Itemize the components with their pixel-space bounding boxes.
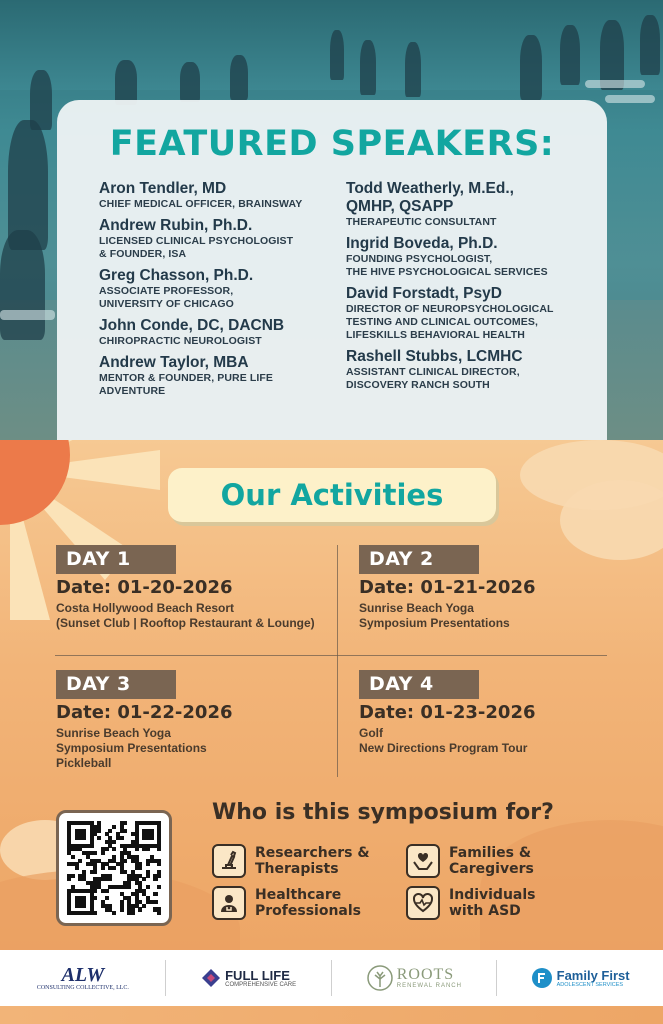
microscope-icon bbox=[212, 844, 246, 878]
qr-module bbox=[123, 821, 127, 825]
qr-module bbox=[150, 836, 154, 840]
audience-label: Healthcare Professionals bbox=[255, 887, 361, 919]
family-first-logo[interactable] bbox=[497, 950, 663, 1006]
qr-module bbox=[105, 847, 109, 851]
day-activities: Golf New Directions Program Tour bbox=[359, 726, 528, 755]
logo-sub: ADOLESCENT SERVICES bbox=[556, 981, 624, 988]
qr-module bbox=[82, 904, 86, 908]
speaker-role: CHIEF MEDICAL OFFICER, BRAINSWAY bbox=[99, 198, 303, 210]
lounge-chair bbox=[605, 95, 655, 103]
qr-module bbox=[153, 892, 157, 896]
logo-sub: RENEWAL RANCH bbox=[396, 983, 462, 989]
crowd-figure bbox=[330, 30, 344, 80]
lounge-chair bbox=[585, 80, 645, 88]
day-activities: Sunrise Beach Yoga Symposium Presentations bbox=[359, 601, 510, 630]
day-date: Date: 01-21-2026 bbox=[359, 577, 536, 598]
qr-module bbox=[127, 885, 131, 889]
lounge-chair bbox=[0, 310, 55, 320]
qr-module bbox=[93, 889, 97, 893]
logo-name: FULL LIFE bbox=[225, 967, 290, 983]
crowd-figure bbox=[640, 15, 660, 75]
qr-module bbox=[112, 847, 116, 851]
qr-module bbox=[71, 874, 75, 878]
day-4-block bbox=[359, 670, 629, 756]
audience-item bbox=[212, 844, 370, 878]
qr-code-pattern bbox=[67, 821, 161, 915]
qr-module bbox=[112, 911, 116, 915]
qr-module bbox=[135, 847, 139, 851]
day-1-block bbox=[56, 545, 326, 631]
qr-module bbox=[93, 896, 97, 900]
speaker-role: FOUNDING PSYCHOLOGIST, THE HIVE PSYCHOLOGICAL SERVICES bbox=[346, 253, 548, 278]
crowd-figure bbox=[520, 35, 542, 100]
audience-label: Researchers & Therapists bbox=[255, 845, 370, 877]
qr-module bbox=[146, 874, 150, 878]
alw-logo[interactable] bbox=[0, 950, 166, 1006]
logo-name: ALW bbox=[61, 964, 105, 986]
audience-item bbox=[406, 844, 534, 878]
qr-module bbox=[67, 877, 71, 881]
day-activities: Sunrise Beach Yoga Symposium Presentations Pickleball bbox=[56, 726, 207, 770]
qr-module bbox=[97, 829, 101, 833]
logo-name: ROOTS bbox=[396, 966, 455, 983]
crowd-figure bbox=[0, 230, 45, 340]
doctor-icon bbox=[212, 886, 246, 920]
qr-module bbox=[120, 836, 124, 840]
qr-module bbox=[138, 866, 142, 870]
audience-label: Families & Caregivers bbox=[449, 845, 534, 877]
speaker-entry bbox=[99, 354, 344, 398]
speaker-role: LICENSED CLINICAL PSYCHOLOGIST & FOUNDER, ISA bbox=[99, 235, 294, 260]
qr-module bbox=[142, 904, 146, 908]
qr-module bbox=[157, 911, 161, 915]
day-tag: DAY 1 bbox=[56, 545, 176, 574]
day-date: Date: 01-22-2026 bbox=[56, 702, 233, 723]
qr-module bbox=[146, 885, 150, 889]
dune bbox=[480, 820, 663, 950]
heart-pulse-icon bbox=[406, 886, 440, 920]
qr-module bbox=[112, 866, 116, 870]
qr-module bbox=[90, 844, 94, 848]
audience-heading: Who is this symposium for? bbox=[212, 800, 554, 825]
speaker-name: Rashell Stubbs, LCMHC bbox=[346, 348, 523, 365]
crowd-figure bbox=[560, 25, 580, 85]
qr-module bbox=[157, 874, 161, 878]
speaker-entry bbox=[346, 285, 601, 342]
qr-module bbox=[157, 862, 161, 866]
qr-module bbox=[93, 911, 97, 915]
day-2-block bbox=[359, 545, 629, 631]
qr-module bbox=[112, 840, 116, 844]
qr-module bbox=[142, 877, 146, 881]
family-first-icon bbox=[531, 967, 553, 989]
tree-icon bbox=[367, 965, 393, 991]
speaker-entry bbox=[99, 217, 344, 261]
qr-module bbox=[105, 896, 109, 900]
day-3-block bbox=[56, 670, 326, 771]
speaker-role: DIRECTOR OF NEUROPSYCHOLOGICAL TESTING AND CLINICAL OUTCOMES, LIFESKILLS BEHAVIORAL HEALTH bbox=[346, 303, 554, 341]
speaker-entry bbox=[99, 317, 344, 348]
qr-module bbox=[108, 877, 112, 881]
qr-module bbox=[101, 866, 105, 870]
sponsor-logos-bar bbox=[0, 950, 663, 1006]
qr-module bbox=[75, 866, 79, 870]
qr-module bbox=[131, 911, 135, 915]
day-date: Date: 01-23-2026 bbox=[359, 702, 536, 723]
qr-module bbox=[120, 907, 124, 911]
divider bbox=[55, 655, 607, 656]
qr-module bbox=[78, 859, 82, 863]
footer-strip bbox=[0, 1006, 663, 1024]
qr-module bbox=[157, 885, 161, 889]
crowd-figure bbox=[115, 60, 137, 105]
featured-speakers-heading: FEATURED SPEAKERS: bbox=[109, 124, 555, 164]
speaker-role: MENTOR & FOUNDER, PURE LIFE ADVENTURE bbox=[99, 372, 274, 397]
day-tag: DAY 2 bbox=[359, 545, 479, 574]
day-tag: DAY 3 bbox=[56, 670, 176, 699]
qr-module bbox=[138, 907, 142, 911]
speaker-name: Andrew Rubin, Ph.D. bbox=[99, 217, 253, 234]
qr-module bbox=[112, 825, 116, 829]
speaker-name: Aron Tendler, MD bbox=[99, 180, 227, 197]
speaker-name: Todd Weatherly, M.Ed., QMHP, QSAPP bbox=[346, 180, 514, 215]
audience-item bbox=[212, 886, 361, 920]
speaker-entry bbox=[346, 235, 601, 279]
crowd-figure bbox=[180, 62, 200, 102]
qr-module bbox=[153, 900, 157, 904]
qr-code[interactable] bbox=[56, 810, 172, 926]
speaker-role: THERAPEUTIC CONSULTANT bbox=[346, 216, 497, 228]
speaker-entry bbox=[346, 348, 601, 392]
speaker-name: John Conde, DC, DACNB bbox=[99, 317, 285, 334]
speaker-name: David Forstadt, PsyD bbox=[346, 285, 502, 302]
qr-module bbox=[123, 829, 127, 833]
logo-name: Family First bbox=[556, 967, 630, 983]
crowd-figure bbox=[230, 55, 248, 100]
our-activities-heading: Our Activities bbox=[168, 468, 496, 522]
diamond-icon bbox=[201, 968, 221, 988]
speaker-entry bbox=[99, 180, 344, 211]
day-date: Date: 01-20-2026 bbox=[56, 577, 233, 598]
logo-sub: COMPREHENSIVE CARE bbox=[225, 981, 297, 988]
crowd-figure bbox=[405, 42, 421, 97]
crowd-figure bbox=[360, 40, 376, 95]
qr-module bbox=[97, 836, 101, 840]
qr-module bbox=[93, 870, 97, 874]
qr-module bbox=[82, 836, 86, 840]
roots-logo[interactable] bbox=[332, 950, 498, 1006]
audience-label: Individuals with ASD bbox=[449, 887, 536, 919]
qr-module bbox=[93, 851, 97, 855]
day-tag: DAY 4 bbox=[359, 670, 479, 699]
divider bbox=[337, 545, 338, 777]
qr-module bbox=[71, 855, 75, 859]
speaker-name: Andrew Taylor, MBA bbox=[99, 354, 249, 371]
speaker-role: CHIROPRACTIC NEUROLOGIST bbox=[99, 335, 262, 347]
hands-heart-icon bbox=[406, 844, 440, 878]
speaker-name: Greg Chasson, Ph.D. bbox=[99, 267, 254, 284]
speaker-entry bbox=[346, 180, 601, 229]
featured-speakers-card bbox=[57, 100, 607, 440]
qr-module bbox=[108, 829, 112, 833]
full-life-logo[interactable] bbox=[166, 950, 332, 1006]
qr-module bbox=[105, 889, 109, 893]
speakers-right-column bbox=[346, 180, 601, 398]
qr-module bbox=[123, 859, 127, 863]
speaker-role: ASSOCIATE PROFESSOR, UNIVERSITY OF CHICAGO bbox=[99, 285, 234, 310]
speaker-name: Ingrid Boveda, Ph.D. bbox=[346, 235, 498, 252]
qr-module bbox=[157, 847, 161, 851]
day-activities: Costa Hollywood Beach Resort (Sunset Club | Rooftop Restaurant & Lounge) bbox=[56, 601, 315, 630]
qr-module bbox=[146, 847, 150, 851]
audience-item bbox=[406, 886, 536, 920]
speaker-entry bbox=[99, 267, 344, 311]
qr-module bbox=[101, 851, 105, 855]
qr-module bbox=[146, 862, 150, 866]
speaker-role: ASSISTANT CLINICAL DIRECTOR, DISCOVERY RANCH SOUTH bbox=[346, 366, 520, 391]
logo-sub: CONSULTING COLLECTIVE, LLC. bbox=[36, 985, 129, 991]
speakers-left-column bbox=[99, 180, 344, 404]
qr-module bbox=[153, 877, 157, 881]
